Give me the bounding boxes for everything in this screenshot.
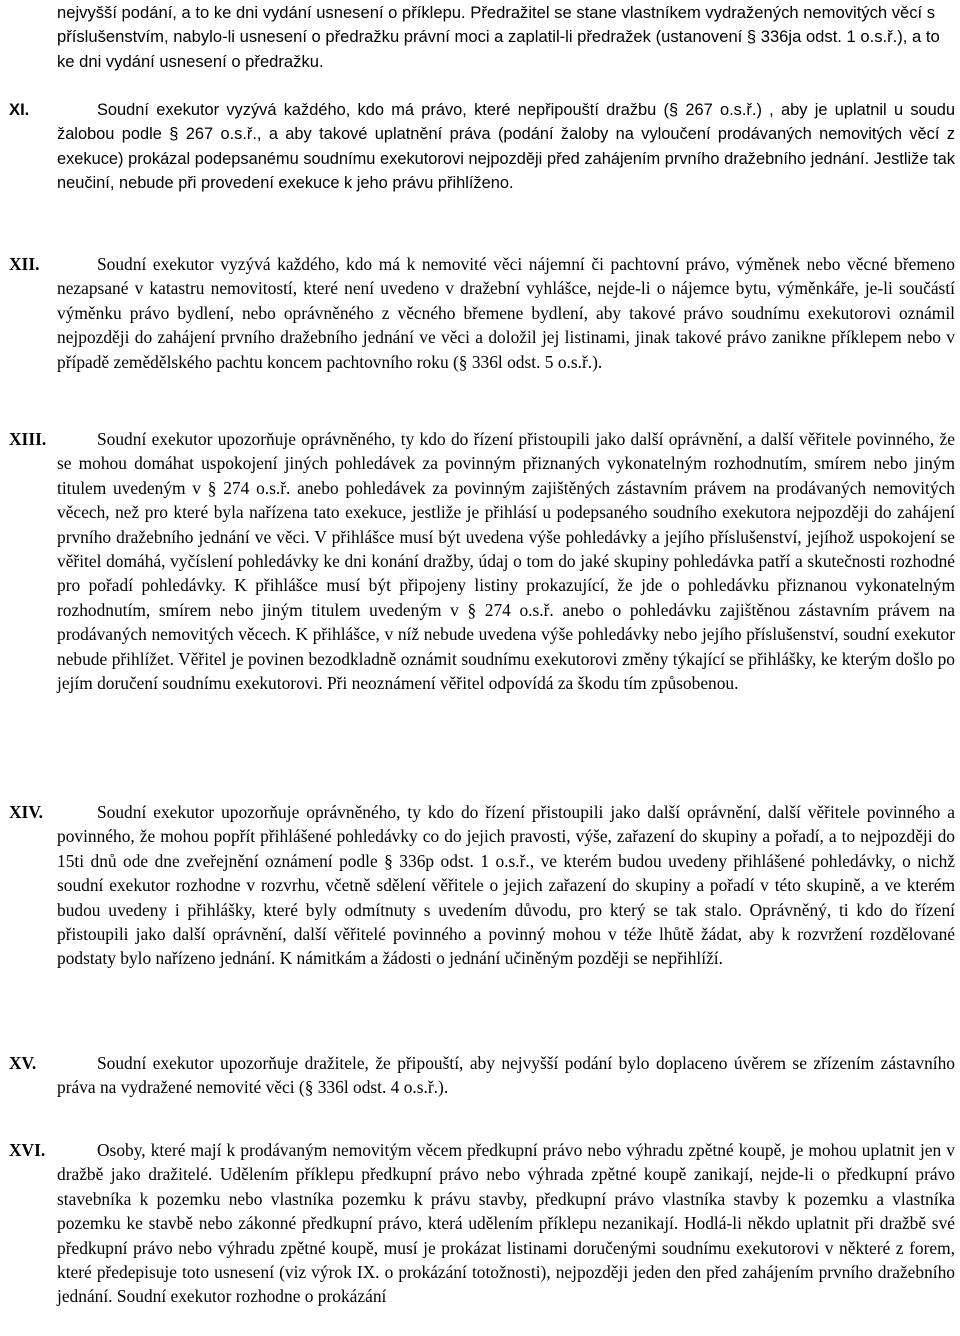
- section-xi: [0, 98, 960, 222]
- section-number: XIII.: [9, 429, 47, 449]
- section-text: Soudní exekutor vyzývá každého, kdo má k nemovité věci nájemní či pachtovní právo, výměnek nebo věcné břemeno nezapsané v katastru nemovitostí, které není uvedeno v dražební vyhlášce, nejde-li o nájemce bytu, výměnkáře, je-li součástí výměnku právo bydlení, nebo oprávněného z věcného břemene bydlení, aby takové právo soudnímu exekutorovi oznámil nejpozději do zahájení prvního dražebního jednání ve věci a doložil jej listinami, jinak takové právo zanikne příklepem nebo v případě zemědělského pachtu koncem pachtovního roku (§ 336l odst. 5 o.s.ř.).: [57, 254, 955, 372]
- section-text: Soudní exekutor upozorňuje dražitele, že připouští, aby nejvyšší podání bylo doplaceno úvěrem se zřízením zástavního práva na vydražené nemovité věci (§ 336l odst. 4 o.s.ř.).: [57, 1053, 955, 1098]
- section-text: Soudní exekutor upozorňuje oprávněného, ty kdo do řízení přistoupili jako další oprávnění, a další věřitele povinného, že se mohou domáhat uspokojení jiných pohledávek za povinným přiznaných vykonatelným rozhodnutím, smírem nebo jiným titulem uvedeným v § 274 o.s.ř. anebo pohledávek za povinným zajištěných zástavním právem na prodávaných nemovitých věcech, než pro které byla nařízena tato exekuce, jestliže je přihlásí u podepsaného soudního exekutora nejpozději do zahájení prvního dražebního jednání ve věci. V přihlášce musí být uvedena výše pohledávky a jejího příslušenství, jejíhož uspokojení se věřitel domáhá, vyčíslení pohledávky ke dni konání dražby, údaj o tom do jaké skupiny pohledávka patří a skutečnosti rozhodné pro pořadí pohledávky. K přihlášce musí být připojeny listiny prokazující, že jde o pohledávku přiznanou vykonatelným rozhodnutím, smírem nebo jiným titulem uvedeným v § 274 o.s.ř. anebo o pohledávku zajištěnou zástavním právem na prodávaných nemovitých věcech. K přihlášce, v níž nebude uvedena výše pohledávky nebo jejího příslušenství, soudní exekutor nebude přihlížet. Věřitel je povinen bezodkladně oznámit soudnímu exekutorovi změny týkající se přihlášky, ke kterým došlo po jejím doručení soudnímu exekutorovi. Při neoznámení věřitel odpovídá za škodu tím způsobenou.: [57, 429, 955, 694]
- section-number: XIV.: [9, 802, 43, 822]
- section-number: XII.: [9, 254, 40, 274]
- intro-paragraph: nejvyšší podání, a to ke dni vydání usnesení o příklepu. Předražitel se stane vlastníkem vydražených nemovitých věcí s příslušenstvím, nabylo-li usnesení o předražku právní moci a zaplatil-li předražek (ustanovení § 336ja odst. 1 o.s.ř.), a to ke dni vydání usnesení o předražku.: [57, 3, 940, 71]
- section-xiii: [0, 427, 960, 777]
- section-number: XVI.: [9, 1140, 46, 1160]
- section-text: Soudní exekutor upozorňuje oprávněného, ty kdo do řízení přistoupili jako další oprávnění, další věřitele povinného a povinného, že mohou popřít přihlášené pohledávky co do jejich pravosti, výše, zařazení do skupiny a pořadí, a to nejpozději do 15ti dnů ode dne zveřejnění oznámení podle § 336p odst. 1 o.s.ř., ve kterém budou uvedeny přihlášené pohledávky, o nichž soudní exekutor rozhodne v rozvrhu, včetně sdělení věřitele o jejich zařazení do skupiny a pořadí v této skupině, a ve kterém budou uvedeny i přihlášky, které byly odmítnuty s uvedením důvodu, pro který se tak stalo. Oprávněný, ti kdo do řízení přistoupili jako další oprávnění, další věřitelé povinného a povinný mohou v téže lhůtě žádat, aby k rozvržení rozdělované podstaty bylo nařízeno jednání. K námitkám a žádosti o jednání učiněným později se nepřihlíží.: [57, 802, 955, 969]
- section-xii: [0, 252, 960, 404]
- section-text: Osoby, které mají k prodávaným nemovitým věcem předkupní právo nebo výhradu zpětné koupě, je mohou uplatnit jen v dražbě jako dražitelé. Udělením příklepu předkupní právo nebo výhrada zpětné koupě zanikají, nejde-li o předkupní právo stavebníka k pozemku nebo vlastníka pozemku k právu stavby, předkupní právo vlastníka stavby k pozemku a vlastníka pozemku ke stavbě nebo zákonné předkupní právo, která udělením příklepu nezanikají. Hodlá-li někdo uplatnit při dražbě své předkupní právo nebo výhradu zpětné koupě, musí je prokázat listinami doručenými soudnímu exekutorovi v některé z forem, které předepisuje toto usnesení (viz výrok IX. o prokázání totožnosti), nejpozději jeden den před zahájením prvního dražebního jednání. Soudní exekutor rozhodne o prokázání: [57, 1140, 955, 1307]
- section-number: XV.: [9, 1053, 37, 1073]
- section-xv: [0, 1051, 960, 1101]
- section-xiv: [0, 800, 960, 1025]
- section-number: XI.: [9, 100, 30, 119]
- section-xvi: [0, 1138, 960, 1336]
- section-text: Soudní exekutor vyzývá každého, kdo má právo, které nepřipouští dražbu (§ 267 o.s.ř.) , aby je uplatnil u soudu žalobou podle § 267 o.s.ř., a aby takové uplatnění práva (podání žaloby na vyloučení prodávaných nemovitých věcí z exekuce) prokázal podepsanému soudnímu exekutorovi nejpozději před zahájením prvního dražebního jednání. Jestliže tak neučiní, nebude při provedení exekuce k jeho právu přihlíženo.: [57, 101, 955, 193]
